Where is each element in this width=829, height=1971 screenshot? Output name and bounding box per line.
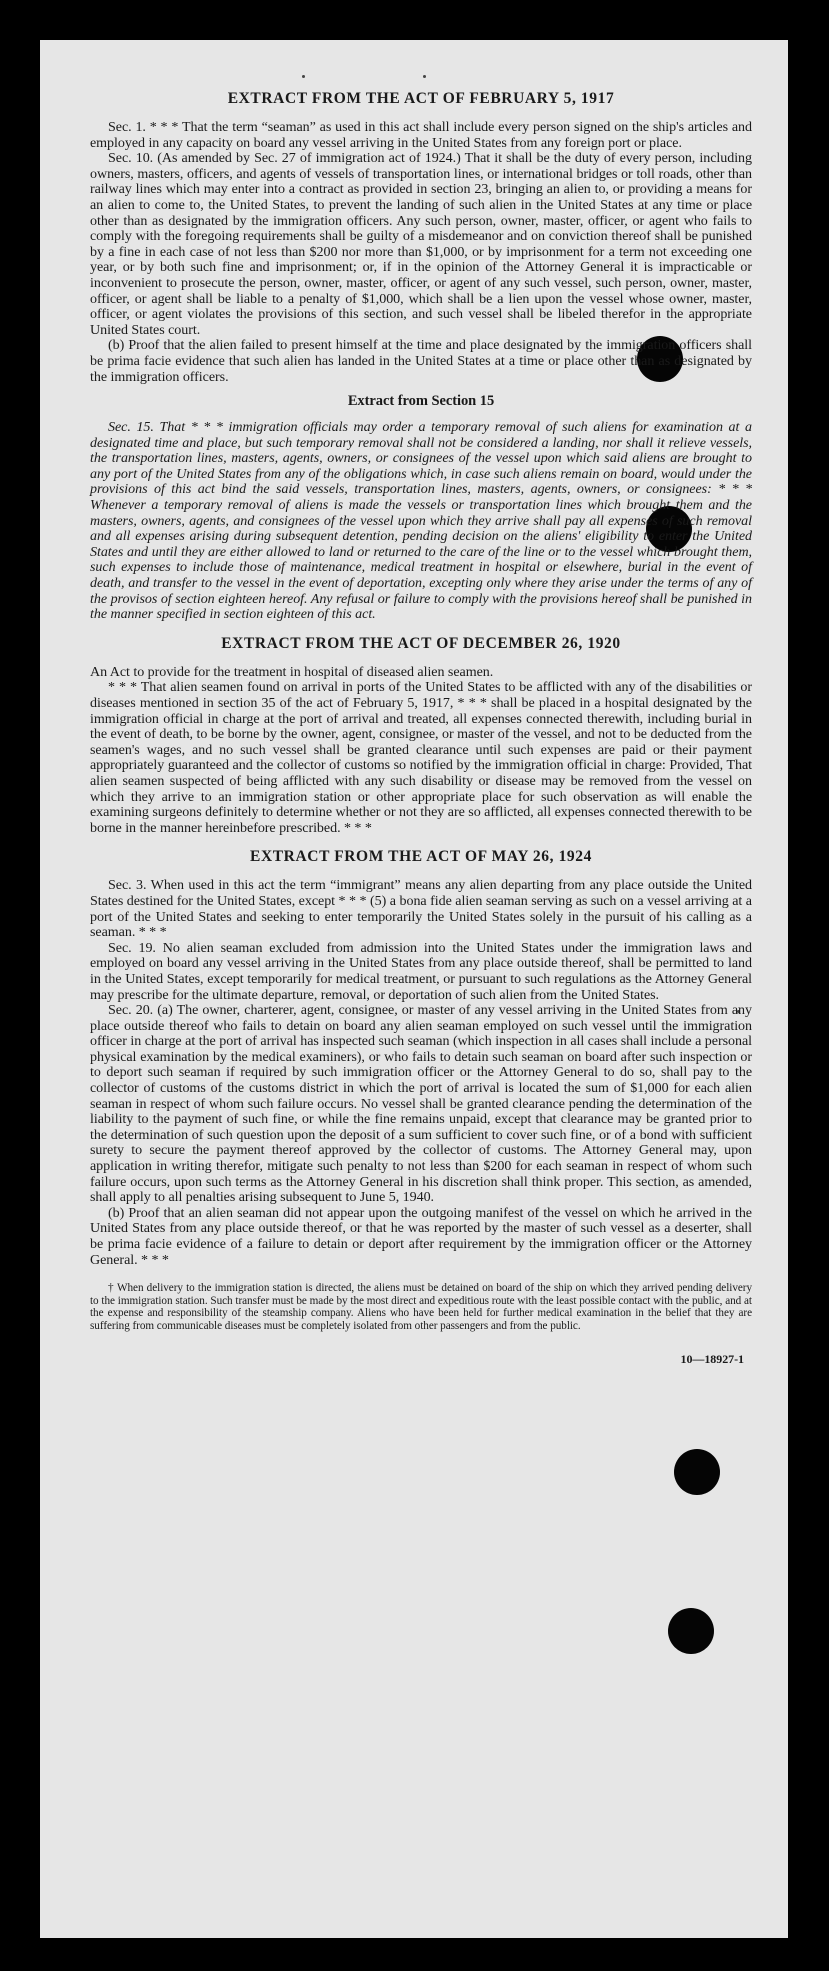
heading-act-1924: EXTRACT FROM THE ACT OF MAY 26, 1924 <box>250 848 592 866</box>
speck <box>423 75 426 78</box>
punch-hole <box>674 1449 720 1495</box>
speck <box>302 75 305 78</box>
document-body <box>90 90 752 1368</box>
heading-section-15: Extract from Section 15 <box>347 393 495 410</box>
paragraph-sec-19: Sec. 19. No alien seaman excluded from admission into the United States under the immigration laws and employed on board any vessel arriving in the United States from any place outside thereof, shall be permitted to land in the United States, except temporarily for medical treatment, or pursuant to such regulations as the Attorney General may prescribe for the ultimate departure, removal, or deportation of such alien from the United States. <box>90 939 752 1003</box>
footnote: † When delivery to the immigration station is directed, the aliens must be detained on board of the ship on which they arrived pending delivery to the immigration station. Such transfer must be made by the most direct and expeditious route with the least possible contact with the public, and at the expense and responsibility of the steamship company. Aliens who have been held for further medical examination in the belief that they are suffering from communicable diseases must be completely isolated from other passengers and from the public. <box>90 1282 752 1332</box>
paragraph-1920-body: * * * That alien seamen found on arrival in ports of the United States to be afflicted with any of the disabilities or diseases mentioned in section 35 of the act of February 5, 1917, * * * shall be placed in a hospital designated by the immigration official in charge at the port of arrival and treated, all expenses connected therewith, including burial in the event of death, to be borne by the owner, agent, consignee, or master of the vessel, and not to be deducted from the seamen's wages, and no such vessel shall be granted clearance until such expenses are paid or their payment appropriately guaranteed and the collector of customs so notified by the immigration official in charge: Provided, That alien seamen suspected of being afflicted with any such disability or disease may be removed from the vessel on which they arrive to an immigration station or other appropriate place for such observation as will enable the examining surgeons definitely to determine whether or not they are so afflicted, all expenses connected therewith to be borne in the manner hereinbefore prescribed. * * * <box>90 679 752 836</box>
paragraph-sec-20-a: Sec. 20. (a) The owner, charterer, agent, consignee, or master of any vessel arriving in the United States from any place outside thereof who fails to detain on board any alien seaman employed on such vessel until the immigration officer in charge at the port of arrival has inspected such seaman (which inspection in all cases shall include a personal physical examination by the medical examiners), or who fails to detain such seaman on board after such inspection or to deport such seaman if required by such immigration officer or the Attorney General to do so, shall pay to the collector of customs of the customs district in which the port of arrival is located the sum of $1,000 for each alien seaman in respect of whom such failure occurs. No vessel shall be granted clearance pending the determination of the liability to the payment of such fine, or while the fine remains unpaid, except that clearance may be granted prior to the determination of such question upon the deposit of a sum sufficient to cover such fine, or of a bond with sufficient surety to secure the payment thereof approved by the collector of customs. The Attorney General may, upon application in writing therefor, mitigate such penalty to not less than $200 for each seaman in respect of whom such failure occurs, upon such terms as the Attorney General in his discretion shall think proper. This section, as amended, shall apply to all penalties arising subsequent to June 5, 1940. <box>90 1002 752 1206</box>
paragraph-sec-1: Sec. 1. * * * That the term “seaman” as used in this act shall include every person signed on the ship's articles and employed in any capacity on board any vessel arriving in the United States from any foreign port or place. <box>90 119 752 151</box>
paragraph-sec-15: Sec. 15. That * * * immigration officials may order a temporary removal of such aliens for examination at a designated time and place, but such temporary removal shall not be considered a landing, nor shall it relieve vessels, the transportation lines, masters, agents, owners, or consignees of the vessel upon which said aliens are brought to any port of the United States from any of the obligations which, in case such aliens remain on board, would under the provisions of this act bind the said vessels, transportation lines, masters, agents, owners, or consignees: * * * Whenever a temporary removal of aliens is made the vessels or transportation lines which brought them and the masters, owners, agents, and consignees of the vessel upon which they arrive shall pay all expenses of such removal and all expenses arising during subsequent detention, pending decision on the aliens' eligibility to enter the United States and until they are either allowed to land or returned to the care of the line or to the vessel which brought them, such expenses to include those of maintenance, medical treatment in hospital or elsewhere, burial in the event of death, and transfer to the vessel in the event of deportation, excepting only where they arise under the terms of any of the provisos of section eighteen hereof. Any refusal or failure to comply with the provisions hereof shall be punished in the manner specified in section eighteen of this act. <box>90 419 752 623</box>
paragraph-sec-3: Sec. 3. When used in this act the term “immigrant” means any alien departing from any place outside the United States destined for the United States, except * * * (5) a bona fide alien seaman serving as such on a vessel arriving at a port of the United States and seeking to enter temporarily the United States solely in the pursuit of his calling as a seaman. * * * <box>90 877 752 941</box>
paragraph-sec-10: Sec. 10. (As amended by Sec. 27 of immigration act of 1924.) That it shall be the duty of every person, including owners, masters, officers, and agents of vessels of transportation lines, or international bridges or toll roads, other than railway lines which may enter into a contract as provided in section 23, bringing an alien to, or providing a means for an alien to come to, the United States, to prevent the landing of such alien in the United States at any time or place other than as designated by the immigration officers. Any such person, owner, master, officer, or agent who fails to comply with the foregoing requirements shall be guilty of a misdemeanor and on conviction thereof shall be punished by a fine in each case of not less than $200 nor more than $1,000, or by imprisonment for a term not exceeding one year, or by both such fine and imprisonment; or, if in the opinion of the Attorney General it is impracticable or inconvenient to prosecute the person, owner, master, officer, or agent of any such vessel, such person, owner, master, officer, or agent shall be liable to a penalty of $1,000, which shall be a lien upon the vessel whose owner, master, officer, or agent violates the provisions of this section, and such vessel shall be libeled therefor in the appropriate United States court. <box>90 150 752 338</box>
heading-act-1917: EXTRACT FROM THE ACT OF FEBRUARY 5, 1917 <box>227 90 615 107</box>
paragraph-sec-20-b: (b) Proof that an alien seaman did not appear upon the outgoing manifest of the vessel on which he arrived in the United States from any place outside thereof, or that he was reported by the master of such vessel as a deserter, shall be prima facie evidence of a failure to detain or deport after requirement by the immigration officer or the Attorney General. * * * <box>90 1204 752 1268</box>
paragraph-sec-10-b: (b) Proof that the alien failed to present himself at the time and place designated by the immigration officers shall be prima facie evidence that such alien has landed in the United States at a time or place other than as designated by the immigration officers. <box>90 337 752 385</box>
punch-hole <box>668 1608 714 1654</box>
form-number: 10—18927-1 <box>680 1352 744 1367</box>
document-page <box>40 40 788 1938</box>
heading-act-1920: EXTRACT FROM THE ACT OF DECEMBER 26, 1920 <box>221 634 621 652</box>
paragraph-act-title-1920: An Act to provide for the treatment in hospital of diseased alien seamen. <box>90 663 494 680</box>
